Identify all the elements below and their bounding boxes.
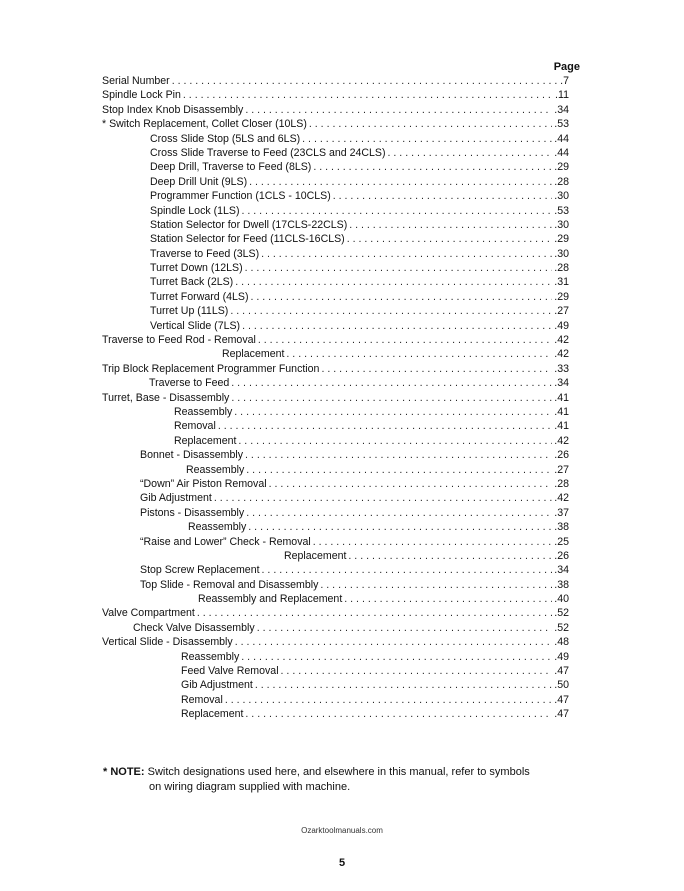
toc-entry [102, 664, 569, 678]
toc-entry [102, 678, 569, 692]
dot-leader [321, 362, 552, 376]
toc-entry-title: Station Selector for Feed (11CLS-16CLS) [150, 233, 345, 246]
toc-entry-page: .47 [554, 693, 569, 706]
toc-entry-page: .37 [554, 506, 569, 519]
dot-leader [245, 261, 553, 275]
toc-entry-title: Turret Back (2LS) [150, 276, 234, 289]
toc-entry-page: .50 [554, 679, 569, 692]
toc-entry [102, 103, 569, 117]
toc-entry-title: Gib Adjustment [181, 679, 253, 692]
toc-entry-title: Turret, Base - Disassembly [102, 391, 230, 404]
note-line-2: on wiring diagram supplied with machine. [149, 781, 351, 793]
toc-entry-page: .47 [554, 665, 569, 678]
toc-entry [102, 535, 569, 549]
toc-entry-title: Turret Forward (4LS) [150, 290, 249, 303]
dot-leader [245, 103, 552, 117]
toc-entry-page: .42 [554, 348, 569, 361]
dot-leader [241, 650, 552, 664]
dot-leader [286, 347, 552, 361]
dot-leader [197, 606, 552, 620]
dot-leader [261, 247, 552, 261]
toc-entry-title: Traverse to Feed (3LS) [150, 247, 260, 260]
toc-entry [102, 247, 569, 261]
note-lead: * NOTE: [103, 766, 145, 778]
toc-entry-title: Bonnet - Disassembly [140, 449, 244, 462]
toc-entry-title: Reassembly and Replacement [198, 593, 343, 606]
dot-leader [234, 405, 552, 419]
dot-leader [269, 477, 553, 491]
toc-entry-page: .31 [554, 276, 569, 289]
toc-entry [102, 261, 569, 275]
toc-entry [102, 232, 569, 246]
toc-entry-page: .52 [554, 621, 569, 634]
toc-entry [102, 290, 569, 304]
dot-leader [230, 304, 552, 318]
toc-entry-title: Reassembly [174, 405, 233, 418]
dot-leader [257, 621, 553, 635]
toc-entry-title: Traverse to Feed Rod - Removal [102, 334, 256, 347]
toc-entry [102, 160, 569, 174]
toc-entry [102, 275, 569, 289]
toc-entry-title: Replacement [284, 549, 347, 562]
toc-entry [102, 362, 569, 376]
toc-entry-title: Check Valve Disassembly [133, 621, 255, 634]
dot-leader [214, 491, 552, 505]
toc-entry-title: Spindle Lock Pin [102, 89, 181, 102]
dot-leader [348, 549, 552, 563]
dot-leader [235, 275, 552, 289]
toc-entry-title: Stop Screw Replacement [140, 564, 260, 577]
toc-entry [102, 146, 569, 160]
toc-entry-title: Top Slide - Removal and Disassembly [140, 578, 319, 591]
page-column-heading: Page [553, 61, 580, 73]
dot-leader [245, 448, 552, 462]
toc-entry [102, 506, 569, 520]
toc-entry-title: Replacement [174, 434, 237, 447]
toc-entry-page: .26 [554, 549, 569, 562]
toc-entry-page: .41 [554, 420, 569, 433]
toc-entry [102, 549, 569, 563]
toc-entry-title: Deep Drill, Traverse to Feed (8LS) [150, 161, 312, 174]
toc-entry-page: .34 [554, 103, 569, 116]
toc-entry-page: .7 [560, 75, 569, 87]
dot-leader [347, 232, 553, 246]
toc-entry [102, 189, 569, 203]
toc-entry [102, 592, 569, 606]
dot-leader [235, 635, 553, 649]
toc-entry-page: .49 [554, 650, 569, 663]
toc-entry-page: .27 [554, 305, 569, 318]
toc-entry-title: Station Selector for Dwell (17CLS-22CLS) [150, 218, 348, 231]
toc-entry-page: .30 [554, 247, 569, 260]
toc-entry-title: Turret Down (12LS) [150, 262, 243, 275]
toc-entry-page: .29 [554, 233, 569, 246]
dot-leader [313, 535, 553, 549]
dot-leader [242, 319, 552, 333]
toc-entry-title: Serial Number [102, 75, 170, 87]
toc-entry-title: Pistons - Disassembly [140, 506, 245, 519]
toc-entry [102, 650, 569, 664]
toc-entry-title: Feed Valve Removal [181, 665, 279, 678]
dot-leader [246, 506, 552, 520]
dot-leader [218, 419, 552, 433]
dot-leader [231, 376, 552, 390]
toc-entry-page: .40 [554, 593, 569, 606]
dot-leader [262, 563, 553, 577]
toc-entry-title: Trip Block Replacement Programmer Function [102, 362, 320, 375]
toc-entry-title: Removal [174, 420, 216, 433]
toc-entry [102, 693, 569, 707]
dot-leader [225, 693, 552, 707]
page-number: 5 [338, 857, 346, 869]
dot-leader [313, 160, 552, 174]
toc-entry [102, 635, 569, 649]
toc-entry [102, 563, 569, 577]
toc-entry [102, 707, 569, 721]
footnote [103, 765, 583, 795]
toc-entry [102, 333, 569, 347]
toc-entry [102, 520, 569, 534]
toc-entry-title: Valve Compartment [102, 607, 195, 620]
toc-entry [102, 304, 569, 318]
dot-leader [309, 117, 552, 131]
toc-entry [102, 218, 569, 232]
toc-entry [102, 606, 569, 620]
toc-entry [102, 463, 569, 477]
dot-leader [258, 333, 552, 347]
toc-entry-page: .29 [554, 161, 569, 174]
toc-entry [102, 132, 569, 146]
dot-leader [183, 88, 553, 102]
toc-entry [102, 434, 569, 448]
toc-entry-page: .28 [554, 477, 569, 490]
toc-entry [102, 376, 569, 390]
toc-entry-title: Replacement [222, 348, 285, 361]
toc-entry-title: Deep Drill Unit (9LS) [150, 175, 248, 188]
toc-entry-title: Vertical Slide - Disassembly [102, 636, 233, 649]
toc-entry-page: .34 [554, 564, 569, 577]
toc-entry-title: Replacement [181, 708, 244, 721]
toc-entry-page: .49 [554, 319, 569, 332]
toc-entry-page: .47 [554, 708, 569, 721]
toc-entry [102, 117, 569, 131]
toc-entry [102, 621, 569, 635]
toc-entry-page: .41 [554, 391, 569, 404]
toc-entry [102, 319, 569, 333]
toc-entry-title: Cross Slide Stop (5LS and 6LS) [150, 132, 301, 145]
toc-entry-title: Cross Slide Traverse to Feed (23CLS and 24CLS) [150, 146, 386, 159]
toc-entry-page: .53 [554, 204, 569, 217]
toc-entry-title: Turret Up (11LS) [150, 305, 229, 318]
toc-entry-page: .52 [554, 607, 569, 620]
toc-entry-page: .27 [554, 463, 569, 476]
toc-entry-title: Reassembly [186, 463, 245, 476]
toc-entry-page: .33 [554, 362, 569, 375]
toc-entry-page: .28 [554, 175, 569, 188]
table-of-contents [102, 74, 569, 722]
toc-entry-page: .41 [554, 405, 569, 418]
toc-entry-title: Stop Index Knob Disassembly [102, 103, 244, 116]
toc-entry [102, 405, 569, 419]
toc-entry-title: * Switch Replacement, Collet Closer (10LS) [102, 118, 307, 131]
toc-entry-page: .44 [554, 132, 569, 145]
toc-entry-page: .25 [554, 535, 569, 548]
dot-leader [242, 204, 553, 218]
dot-leader [245, 707, 552, 721]
toc-entry-page: .38 [554, 578, 569, 591]
dot-leader [248, 520, 552, 534]
toc-entry-page: .30 [554, 218, 569, 231]
toc-entry [102, 448, 569, 462]
toc-entry [102, 391, 569, 405]
toc-entry-title: Reassembly [188, 521, 247, 534]
dot-leader [344, 592, 552, 606]
toc-entry-title: Reassembly [181, 650, 240, 663]
toc-entry-title: Removal [181, 693, 223, 706]
dot-leader [255, 678, 552, 692]
website-footer: Ozarktoolmanuals.com [301, 826, 383, 835]
toc-entry-page: .38 [554, 521, 569, 534]
toc-entry [102, 204, 569, 218]
dot-leader [333, 189, 553, 203]
dot-leader [238, 434, 552, 448]
toc-entry-page: .42 [554, 434, 569, 447]
toc-entry [102, 74, 569, 88]
toc-entry-page: .34 [554, 377, 569, 390]
toc-entry [102, 347, 569, 361]
toc-entry-page: .44 [554, 146, 569, 159]
toc-entry-title: Traverse to Feed [149, 377, 230, 390]
dot-leader [251, 290, 553, 304]
toc-entry [102, 578, 569, 592]
toc-entry-page: .26 [554, 449, 569, 462]
dot-leader [249, 175, 552, 189]
toc-entry-page: .42 [554, 492, 569, 505]
toc-entry-page: .30 [554, 190, 569, 203]
dot-leader [388, 146, 553, 160]
dot-leader [246, 463, 552, 477]
dot-leader [281, 664, 553, 678]
toc-entry [102, 175, 569, 189]
toc-entry [102, 88, 569, 102]
toc-entry [102, 419, 569, 433]
toc-entry-page: .42 [554, 334, 569, 347]
dot-leader [172, 74, 558, 88]
toc-entry-page: .29 [554, 290, 569, 303]
toc-entry-page: .28 [554, 262, 569, 275]
toc-entry-title: Gib Adjustment [140, 492, 212, 505]
note-line-1: Switch designations used here, and elsewhere in this manual, refer to symbols [147, 766, 530, 778]
toc-entry-title: Vertical Slide (7LS) [150, 319, 241, 332]
toc-entry-page: .53 [554, 118, 569, 131]
dot-leader [320, 578, 552, 592]
dot-leader [231, 391, 552, 405]
toc-entry [102, 491, 569, 505]
toc-entry [102, 477, 569, 491]
dot-leader [349, 218, 552, 232]
toc-entry-page: .11 [555, 89, 569, 102]
toc-entry-title: Spindle Lock (1LS) [150, 204, 240, 217]
toc-entry-page: .48 [554, 636, 569, 649]
toc-entry-title: “Down” Air Piston Removal [140, 477, 267, 490]
toc-entry-title: Programmer Function (1CLS - 10CLS) [150, 190, 331, 203]
dot-leader [302, 132, 552, 146]
toc-entry-title: “Raise and Lower” Check - Removal [140, 535, 311, 548]
